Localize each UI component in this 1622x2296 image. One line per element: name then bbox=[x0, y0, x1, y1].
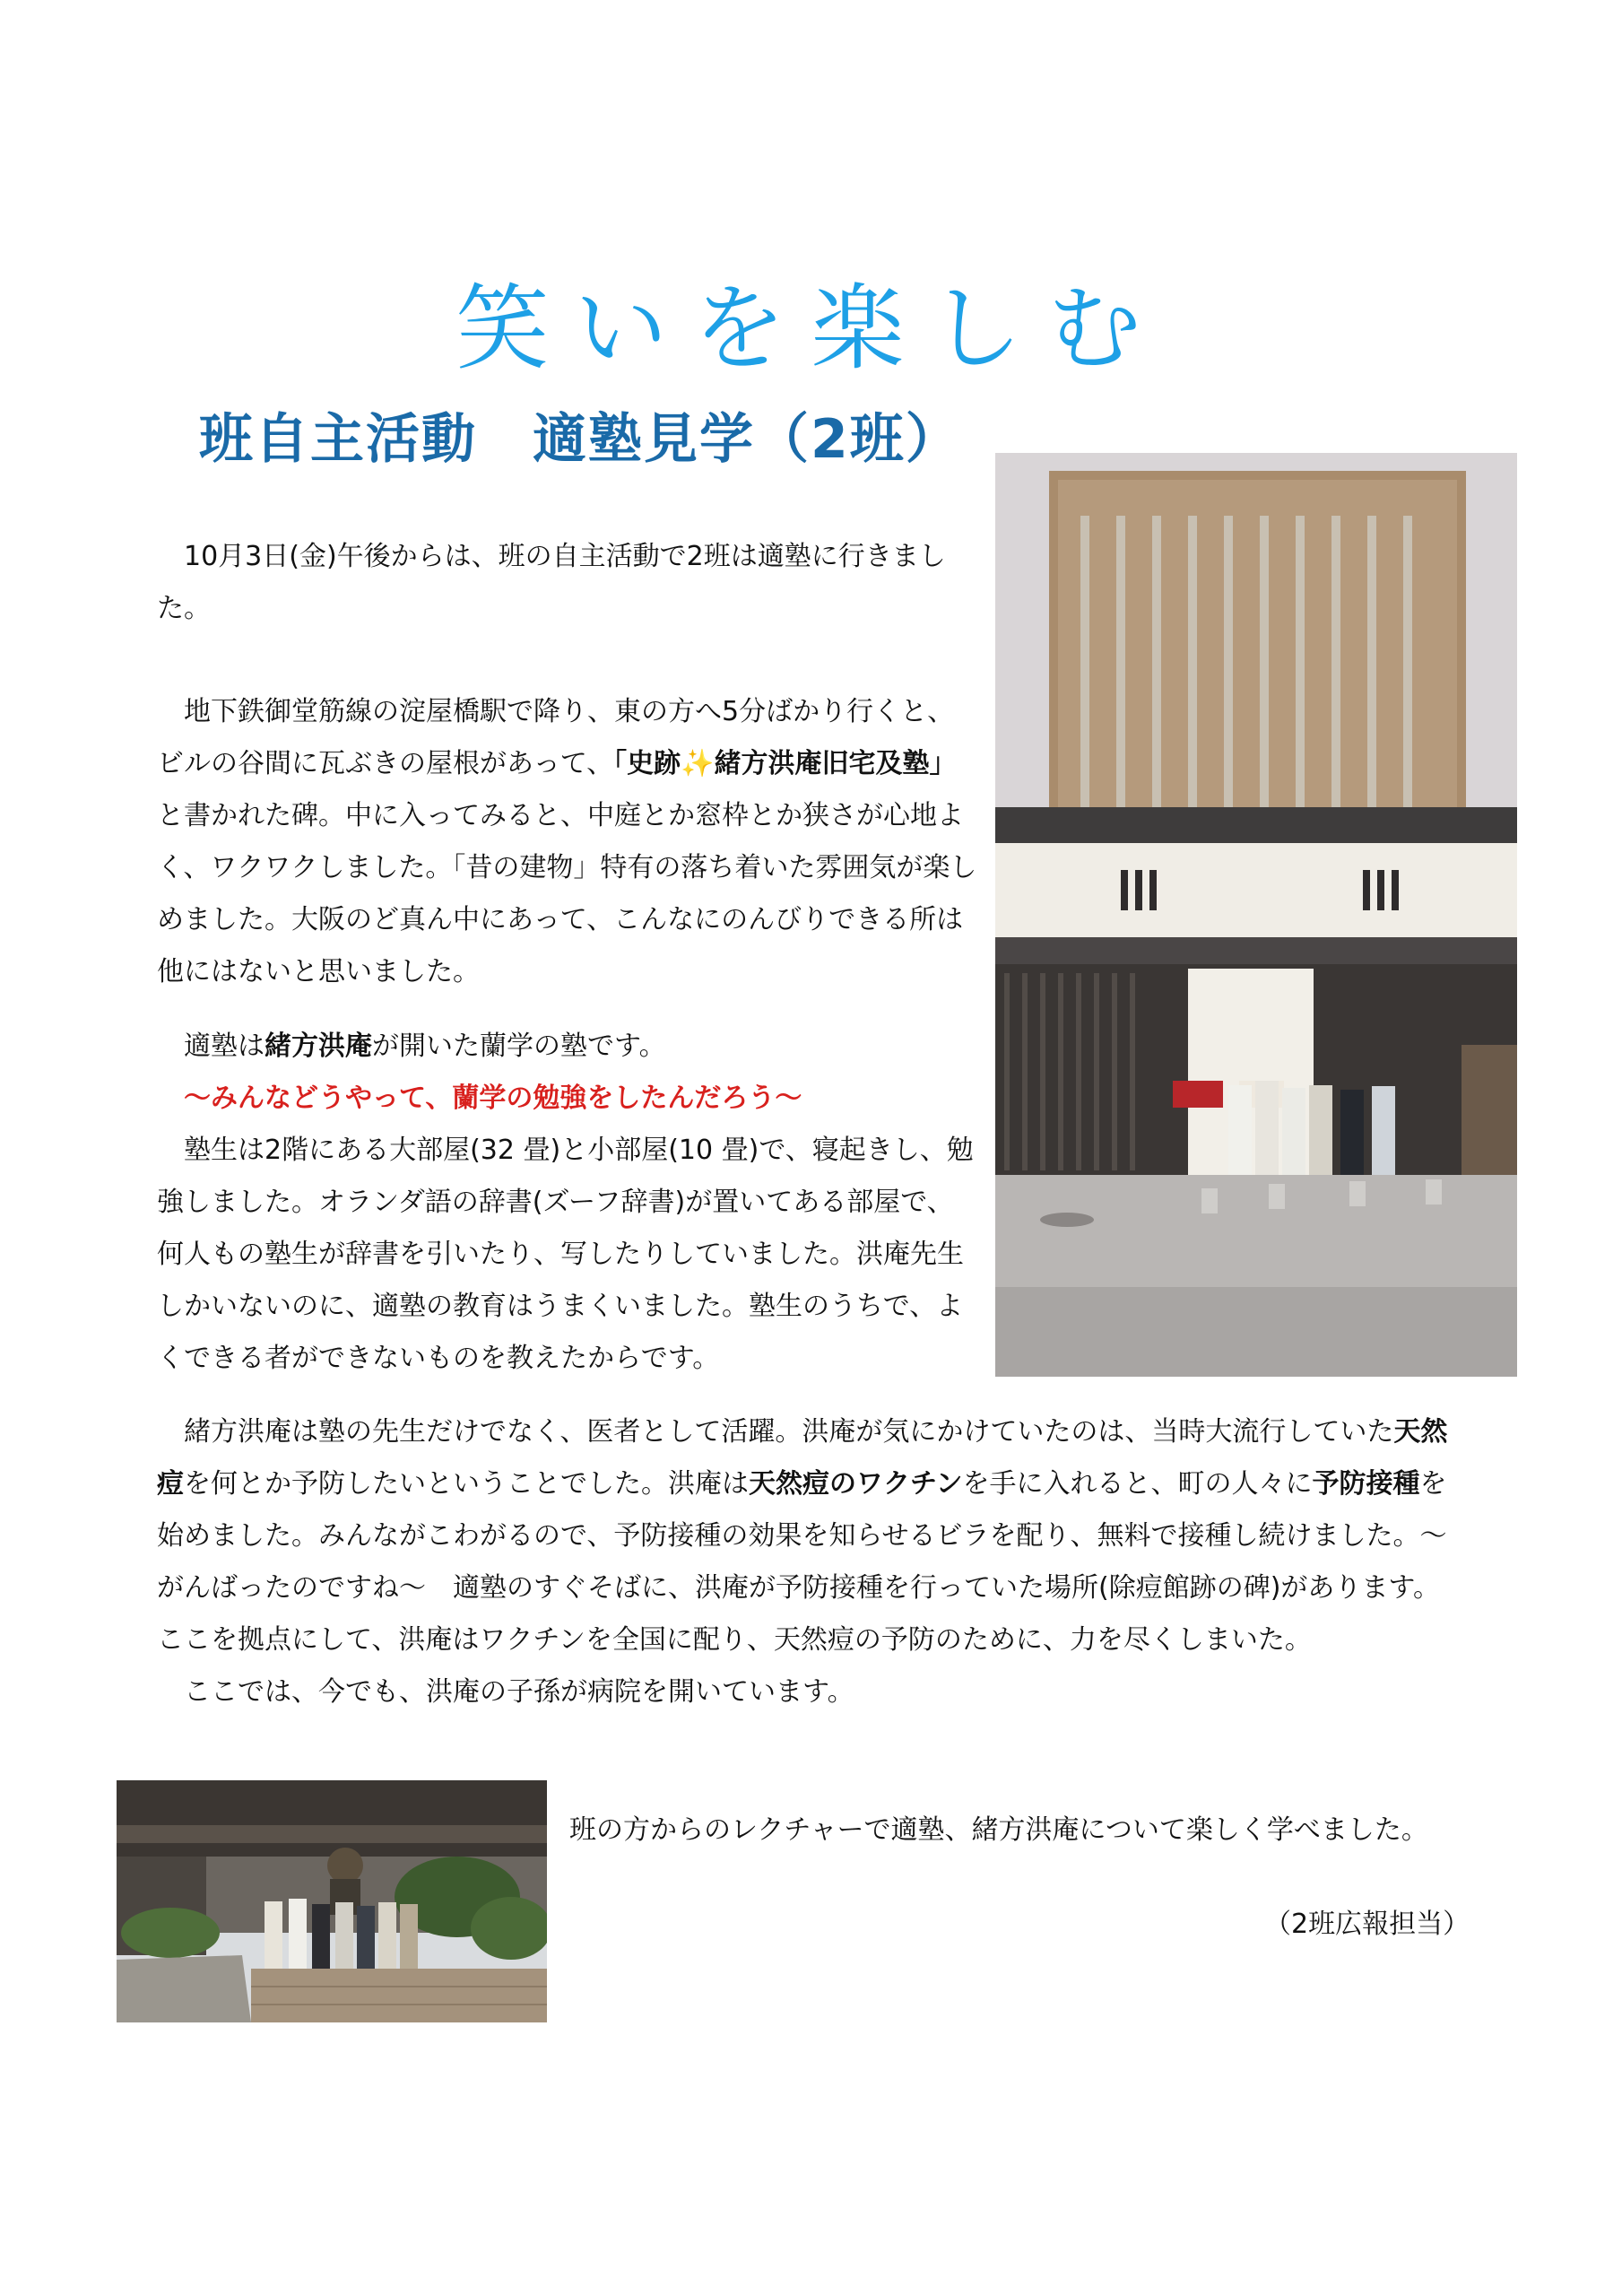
author-credit: （2班広報担当） bbox=[1264, 1909, 1470, 1940]
access-paragraph bbox=[157, 686, 977, 998]
article-subtitle: 班自主活動 適塾見学（2班） bbox=[199, 408, 961, 471]
vaccine-text-2: を何とか予防したいということでした。洪庵は bbox=[184, 1468, 749, 1500]
building-photo bbox=[995, 453, 1517, 1377]
vaccine-text-4: を始めました。みんながこわがるので、予防接種の効果を知らせるビラを配り、無料で接種し続けました。〜がんばったのですね〜 適塾のすぐそばに、洪庵が予防接種を行っていた場所(除痘館跡の碑)があります。ここを拠点にして、洪庵はワクチンを全国に配り、天然痘の予防のために、力を尽くしまいた。 bbox=[157, 1468, 1447, 1656]
closing-caption: 班の方からのレクチャーで適塾、緒方洪庵について楽しく学べました。 bbox=[569, 1814, 1428, 1846]
monument-name-start: 「史跡 bbox=[613, 748, 681, 779]
highlight-question: 〜みんなどうやって、蘭学の勉強をしたんだろう〜 bbox=[184, 1083, 802, 1114]
access-text: 地下鉄御堂筋線の淀屋橋駅で降り、東の方へ5分ばかり行くと、ビルの谷間に瓦ぶきの屋根があって、 bbox=[157, 696, 955, 779]
students-paragraph: 塾生は2階にある大部屋(32 畳)と小部屋(10 畳)で、寝起きし、勉強しました。オランダ語の辞書(ズーフ辞書)が置いてある部屋で、何人もの塾生が辞書を引いたり、写したりしていました。洪庵先生しかいないのに、適塾の教育はうまくいました。塾生のうちで、よくできる者ができないものを教えたからです。 bbox=[157, 1135, 974, 1374]
sparkle-icon: ✨ bbox=[681, 748, 715, 779]
tekijuku-text-2: が開いた蘭学の塾です。 bbox=[372, 1031, 666, 1062]
vaccine-paragraph bbox=[157, 1406, 1466, 1666]
descendants-paragraph: ここでは、今でも、洪庵の子孫が病院を開いています。 bbox=[184, 1676, 854, 1708]
monument-name: 緒方洪庵旧宅及塾」 bbox=[714, 748, 957, 779]
visit-impression-text: と書かれた碑。中に入ってみると、中庭とか窓枠とか狭さが心地よく、ワクワクしました。「昔の建物」特有の落ち着いた雰囲気が楽しめました。大阪のど真ん中にあって、こんなにのんびりできる所は他にはないと思いました。 bbox=[157, 800, 977, 987]
vaccination-term: 予防接種 bbox=[1312, 1468, 1420, 1500]
intro-paragraph: 10月3日(金)午後からは、班の自主活動で2班は適塾に行きました。 bbox=[157, 541, 946, 624]
group-photo-drawing bbox=[117, 1780, 547, 2022]
vaccine-text: 緒方洪庵は塾の先生だけでなく、医者として活躍。洪庵が気にかけていたのは、当時大流行していた bbox=[184, 1416, 1394, 1448]
smallpox-vaccine-term: 天然痘のワクチン bbox=[749, 1468, 963, 1500]
group-photo bbox=[117, 1780, 547, 2022]
tekijuku-text: 適塾は bbox=[184, 1031, 265, 1062]
building-photo-drawing bbox=[995, 453, 1517, 1377]
page-title: 笑いを楽しむ bbox=[455, 274, 1167, 383]
tekijuku-paragraph bbox=[157, 1021, 977, 1073]
ogata-name: 緒方洪庵 bbox=[265, 1031, 372, 1062]
smallpox-term: 天然痘 bbox=[157, 1416, 1448, 1500]
vaccine-text-3: を手に入れると、町の人々に bbox=[962, 1468, 1313, 1500]
